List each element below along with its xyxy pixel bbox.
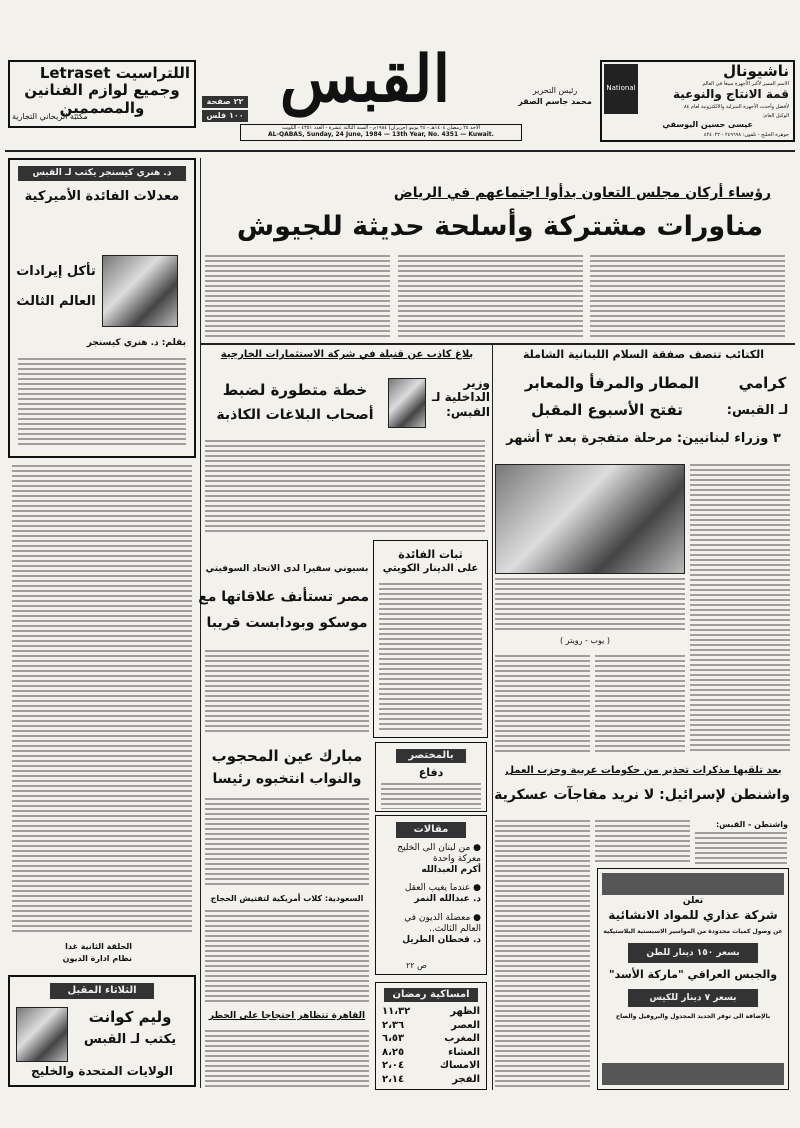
lead-body	[398, 255, 583, 340]
brief-body	[381, 783, 481, 809]
hoax-line1: خطة متطورة لضبط	[222, 381, 368, 399]
hoax-side: وزير الداخلية لـ القبس:	[431, 376, 490, 419]
prayer-name: العشاء	[448, 1046, 480, 1058]
prayer-row	[382, 1020, 480, 1034]
articles-box	[375, 815, 487, 975]
prayer-time: ١١،٣٢	[382, 1006, 411, 1017]
kissinger-intro	[18, 358, 186, 448]
lebanon-line2: المطار والمرفأ والمعابر	[524, 374, 700, 392]
mubarak-line2: والنواب انتخبوه رئيسا	[212, 771, 362, 787]
pages-count: ٢٢ صفحة	[202, 96, 248, 108]
dinar-title1: ثبات الفائدة	[398, 548, 463, 561]
masthead-rule	[5, 150, 795, 152]
prayer-name: الظهر	[450, 1006, 480, 1017]
prayer-time: ٢،٠٤	[382, 1060, 405, 1071]
egypt-line2: موسكو وبودابست قريبا	[206, 615, 368, 631]
quandt-line2: يكتب لـ القبس	[83, 1032, 177, 1047]
kissinger-title2: تأكل إيرادات	[16, 264, 96, 279]
quandt-box	[8, 975, 196, 1087]
kissinger-body	[12, 465, 192, 935]
saudi-body	[205, 910, 369, 1005]
athari-line4: بالإضافة الى توفر الحديد المجدول والبروفيل والصاج	[615, 1013, 771, 1020]
kissinger-footer2: نظام ادارة الديون	[62, 954, 132, 963]
letraset-title-ar: اللتراسيت	[115, 64, 190, 82]
hoax-kicker: بلاغ كاذب عن قنبلة في شركة الاستثمارات الخارجية	[220, 349, 474, 360]
quandt-line3: الولايات المتحدة والخليج	[31, 1064, 173, 1078]
article-item[interactable]: ● معضلة الديون في العالم الثالث.. د. قحطان الطريل	[402, 913, 481, 945]
kissinger-box	[8, 158, 196, 458]
hoax-line2: أصحاب البلاغات الكاذبة	[216, 407, 374, 423]
quandt-photo	[16, 1007, 68, 1062]
egypt-body	[205, 650, 369, 735]
editor-name: محمد جاسم الصقر	[518, 97, 592, 106]
kissinger-footer1: الحلقة الثانية غدا	[65, 942, 132, 951]
lead-body	[205, 255, 390, 340]
brief-label: بالمختصر	[396, 749, 466, 763]
national-line: لأفضل وأحدث الأجهزة المنزلية والالكترونية لعام ٨٤	[683, 104, 789, 110]
article-item[interactable]: ● عندما يغيب العقل د. عبدالله النمر	[404, 883, 481, 904]
article-title: عندما يغيب العقل	[404, 883, 471, 893]
lebanon-body	[690, 464, 790, 752]
prayer-time: ٨،٢٥	[382, 1046, 405, 1058]
article-author: د. عبدالله النمر	[414, 893, 481, 904]
prayer-label: امساكية رمضان	[384, 988, 478, 1002]
washington-dateline: واشنطن - القبس:	[715, 820, 788, 829]
mubarak-body	[205, 798, 369, 888]
athari-line2: والجبس العراقي "ماركة الأسد"	[608, 968, 778, 981]
letraset-company: مكتبة الريحاني التجارية	[12, 112, 88, 121]
prayer-row	[382, 1006, 480, 1020]
kissinger-byline: بقلم: د. هنري كيسنجر	[86, 338, 186, 348]
lebanon-source: ( يوب - رويتر )	[560, 636, 610, 645]
lebanon-sub: ٣ وزراء لبنانيين: مرحلة متفجرة بعد ٣ أشهر	[506, 431, 781, 446]
national-slogan: قمة الانتاج والنوعية	[672, 87, 789, 101]
brief-box	[375, 742, 487, 812]
article-author: د. قحطان الطريل	[402, 934, 481, 945]
cairo-body	[205, 1030, 369, 1090]
prayer-time: ٢،٣٦	[382, 1019, 405, 1031]
editor-label: رئيس التحرير	[532, 86, 578, 95]
egypt-kicker: بسيوني سفيرا لدى الاتحاد السوفيتي	[205, 564, 369, 574]
articles-label: مقالات	[396, 822, 466, 838]
article-author: أكرم العبدالله	[421, 864, 481, 875]
lead-rule	[200, 343, 795, 345]
price: ١٠٠ فلس	[202, 110, 248, 122]
athari-company: شركة عذاري للمواد الانشائية	[608, 908, 778, 922]
athari-announce: تعلن	[682, 896, 704, 906]
article-title: من لبنان الى الخليج معركة واحدة	[397, 843, 481, 864]
minister-photo	[388, 378, 426, 428]
saudi-headline: السعودية: كلاب أمريكية لتفتيش الحجاج	[210, 894, 364, 903]
column-rule	[200, 158, 201, 1088]
prayer-time: ٦،٥٣	[382, 1033, 405, 1044]
letraset-line2: والمصممين	[59, 99, 145, 117]
column-rule	[492, 345, 493, 1090]
quandt-banner: الثلاثاء المقبل	[50, 983, 154, 999]
dinar-title2: على الدينار الكويتي	[382, 563, 479, 574]
prayer-time: ٢،١٤	[382, 1073, 405, 1085]
date-en: AL-QABAS, Sunday, 24 June, 1984 — 13th Year, No. 4351 — Kuwait.	[268, 131, 494, 138]
prayer-name: الفجر	[452, 1073, 480, 1085]
washington-kicker: بعد تلقيها مذكرات تحذير من حكومات عربية وحزب العمل	[505, 765, 782, 776]
prayer-row	[382, 1047, 480, 1061]
date-ar: الاحد ٢٤ رمضان ١٤٠٤هـ - ٢٤ يونيو (حزيران) ١٩٨٤م - السنة الثالثة عشرة - العدد ٤٣٥١ - الكويت	[281, 125, 481, 131]
lebanon-kicker: الكتائب تتصف صفقة السلام اللبنانية الشاملة	[522, 348, 765, 361]
washington-headline: واشنطن لإسرائيل: لا نريد مفاجآت عسكرية	[494, 787, 790, 803]
lebanon-line3: لـ القبس:	[726, 403, 789, 418]
athari-line1: عن وصول كميات محدودة من المواسير الاسبستية البلاستيكية	[603, 928, 783, 935]
washington-body	[595, 820, 690, 865]
kissinger-title3: العالم الثالث	[16, 294, 96, 309]
article-item[interactable]: ● من لبنان الى الخليج معركة واحدة أكرم العبدالله	[397, 843, 481, 875]
athari-price: بسعر ١٥٠ دينار للطن	[628, 943, 758, 963]
dinar-box	[373, 540, 488, 738]
articles-page-ref: ص ٢٢	[406, 961, 427, 970]
lebanon-line4: تفتح الأسبوع المقبل	[531, 401, 683, 419]
washington-body	[695, 832, 787, 865]
athari-line3: بسعر ٧ دينار للكيس	[628, 989, 758, 1007]
mubarak-line1: مبارك عين المحجوب	[211, 747, 363, 765]
hoax-body	[205, 440, 485, 535]
athari-ad	[597, 868, 789, 1090]
dinar-body	[379, 583, 482, 733]
lebanon-body	[495, 655, 590, 752]
karami-photo	[495, 464, 685, 574]
cairo-headline: القاهرة تتظاهر احتجاجا على الحظر	[208, 1011, 366, 1021]
photo-caption	[495, 578, 685, 633]
lebanon-line1: كرامي	[738, 374, 787, 392]
prayer-name: الامساك	[439, 1060, 480, 1071]
national-logo: National	[604, 64, 638, 114]
prayer-name: المغرب	[444, 1033, 480, 1044]
national-tagline: الاسم المميز لأكبر الأجهزة مبيعا في العالم	[702, 81, 789, 87]
brief-title: دفاع	[418, 766, 444, 779]
prayer-row	[382, 1033, 480, 1047]
national-agent-label: الوكيل العام:	[762, 113, 789, 119]
washington-body	[495, 820, 590, 1090]
national-ad	[600, 60, 795, 142]
national-brand: ناشيونال	[723, 62, 789, 80]
egypt-line1: مصر تستأنف علاقاتها مع	[198, 589, 369, 605]
letraset-line1: وجميع لوازم الفنانين	[24, 81, 180, 99]
prayer-box	[375, 982, 487, 1090]
letraset-title-en: Letraset	[39, 64, 111, 82]
kissinger-photo	[102, 255, 178, 327]
national-agent: عيسى حسين اليوسفي	[662, 120, 753, 129]
lead-kicker: رؤساء أركان مجلس التعاون بدأوا اجتماعهم في الرياض	[393, 185, 772, 201]
dateline-box	[240, 124, 522, 141]
kissinger-title1: معدلات الفائدة الأميركية	[24, 189, 180, 204]
prayer-name: العصر	[451, 1019, 480, 1031]
prayer-row	[382, 1060, 480, 1074]
kissinger-banner: د. هنري كيسنجر يكتب لـ القبس	[18, 166, 186, 181]
article-title: معضلة الديون في العالم الثالث..	[404, 913, 481, 934]
national-contact: جوهرة الخليج - تلفون: ٢٤٩٦٩٨ - ٤٢٤٠٢٢	[703, 132, 789, 138]
lead-body	[590, 255, 785, 340]
masthead-logo: القبس	[279, 42, 451, 117]
lead-headline: مناورات مشتركة وأسلحة حديثة للجيوش	[236, 211, 764, 242]
prayer-row	[382, 1074, 480, 1088]
quandt-line1: وليم كوانت	[88, 1008, 172, 1026]
lebanon-body	[595, 655, 685, 752]
